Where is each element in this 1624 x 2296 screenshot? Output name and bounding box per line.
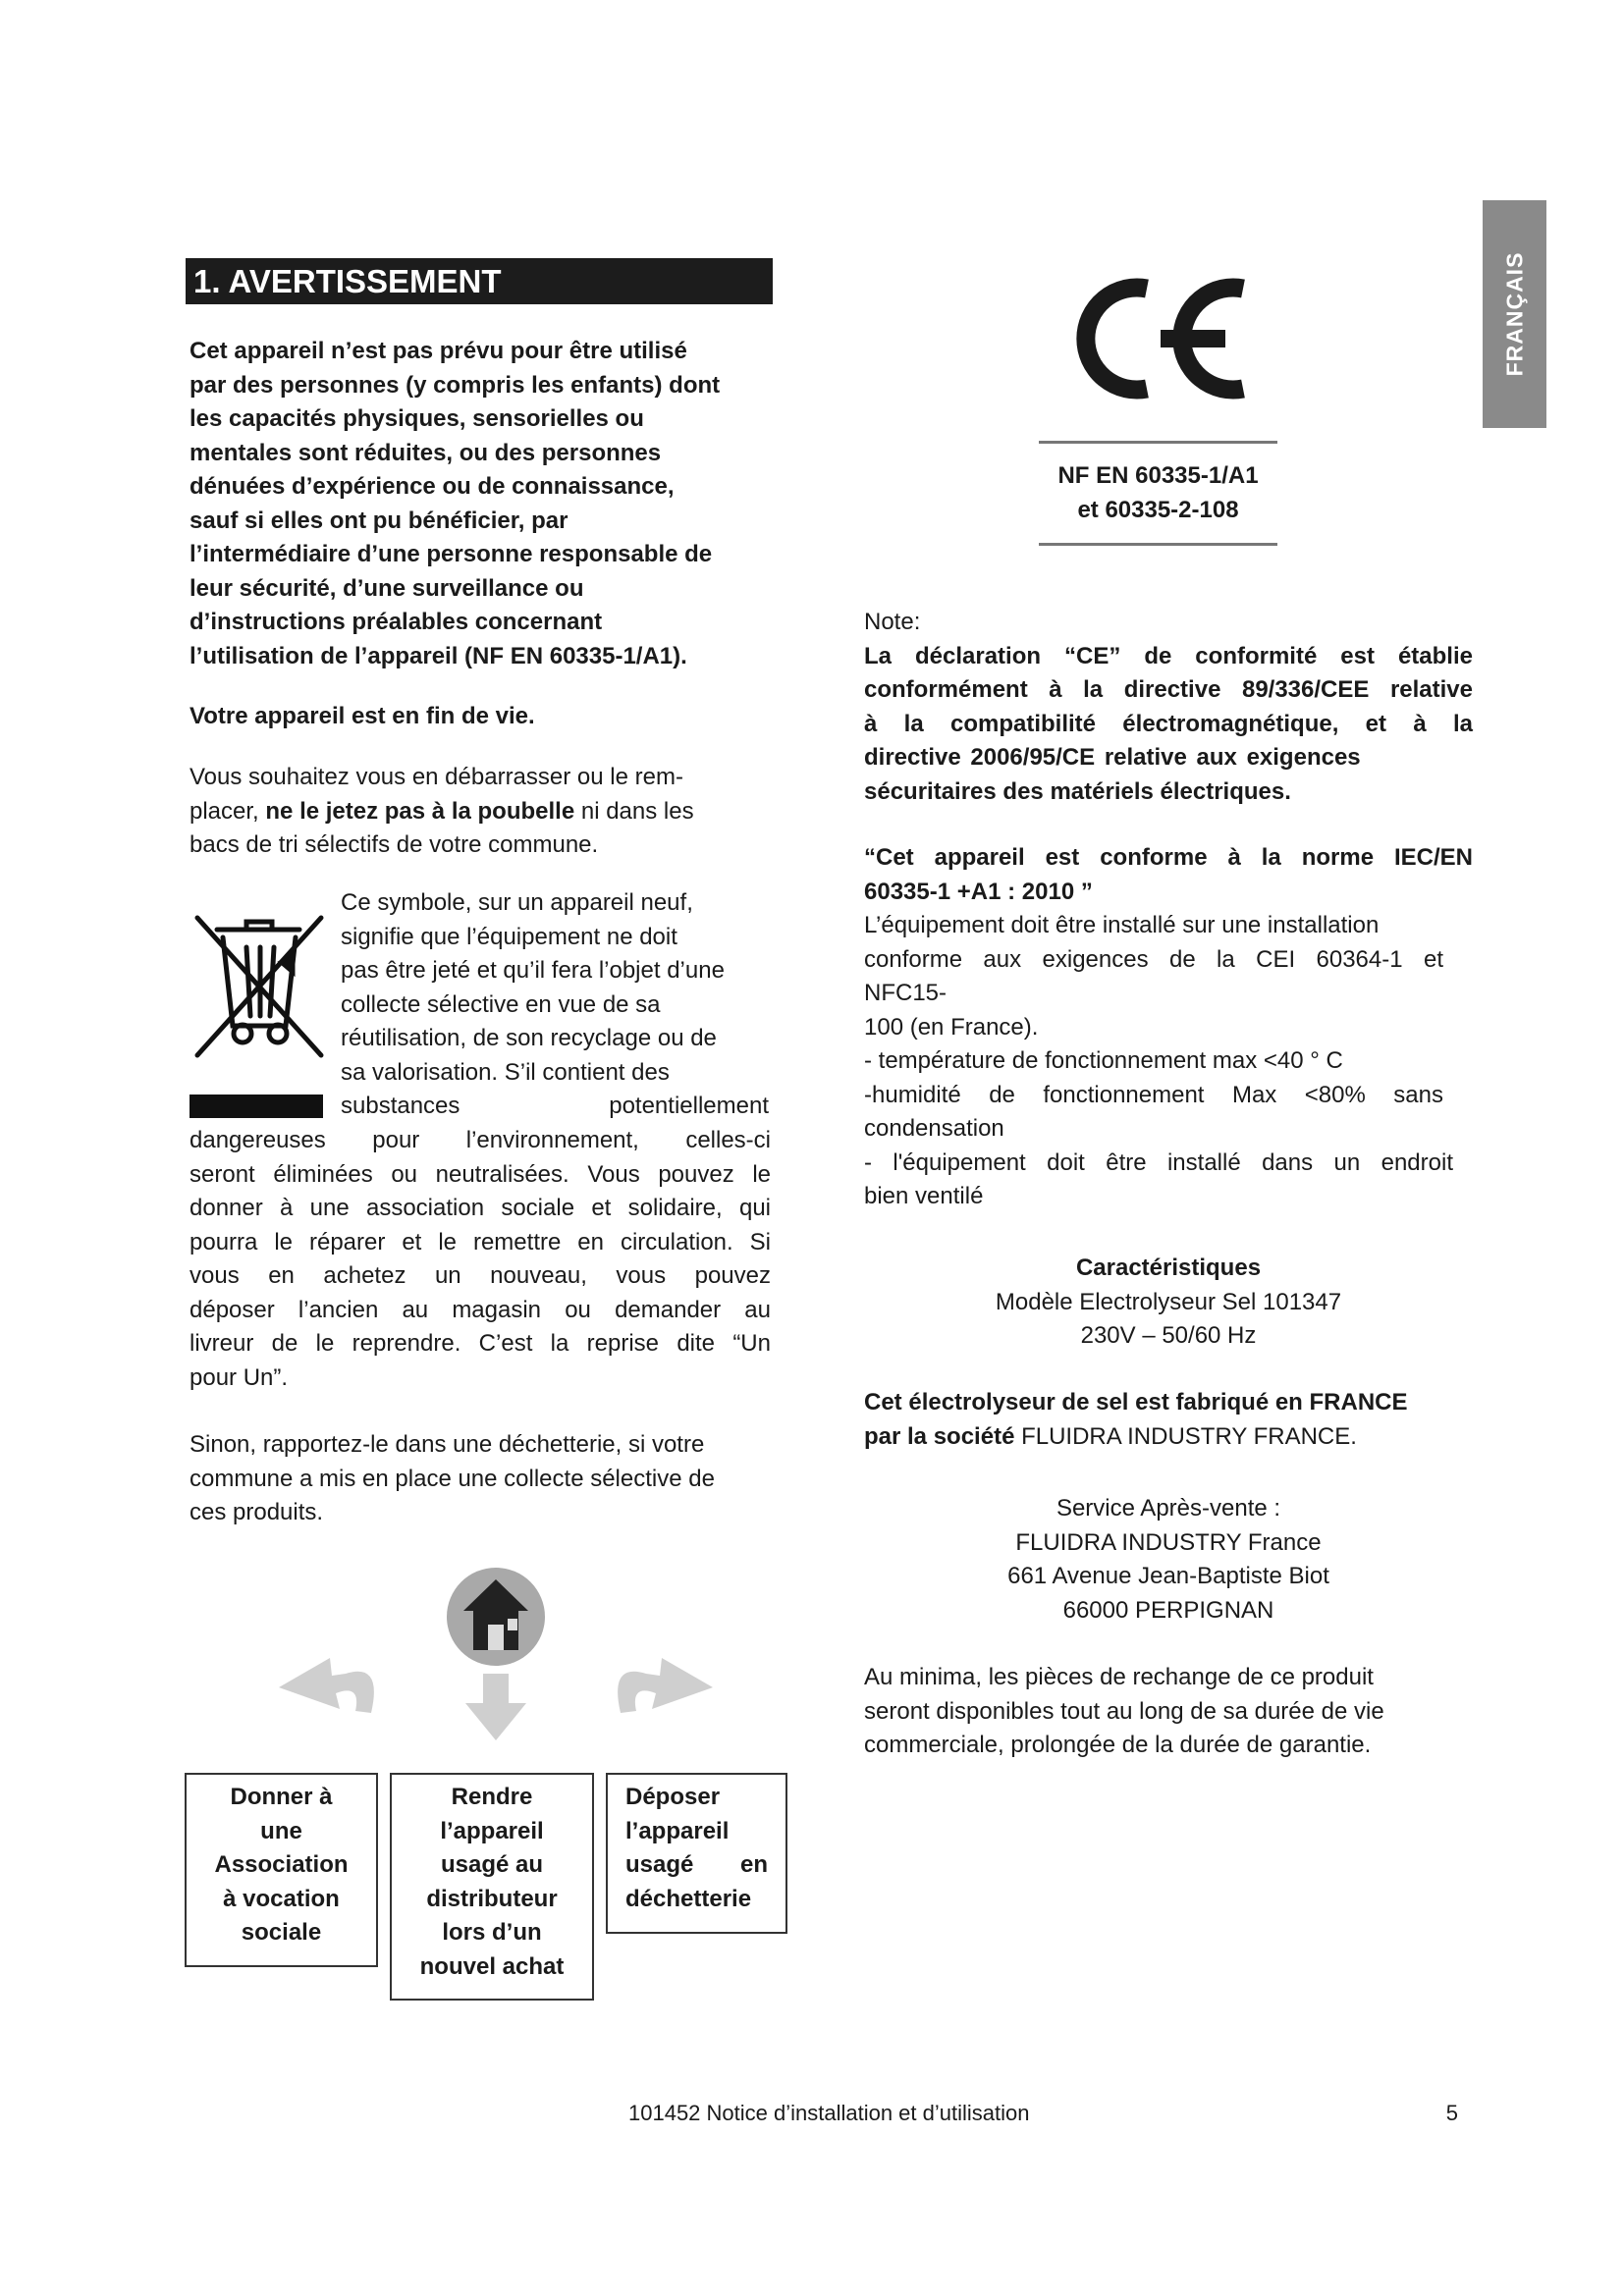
right-arrow-icon <box>618 1658 713 1713</box>
warning-line: les capacités physiques, sensorielles ou <box>189 405 644 432</box>
conformity-line: L’équipement doit être installé sur une installation <box>864 912 1380 938</box>
symbol-line: Ce symbole, sur un appareil neuf, <box>341 889 693 916</box>
option-line: Donner à <box>230 1784 333 1810</box>
service-block <box>864 1492 1473 1628</box>
symbol-line: pas être jeté et qu’il fera l’objet d’une <box>341 957 725 984</box>
note-label: Note: <box>864 609 921 635</box>
option-box-donner <box>185 1773 378 1967</box>
option-line: Association <box>214 1851 349 1878</box>
symbol-cont-line: déposer l’ancien au magasin ou demander au <box>189 1296 771 1323</box>
option-line: l’appareil <box>440 1817 544 1844</box>
conformity-line: bien ventilé <box>864 1183 984 1209</box>
manufacturer-name: FLUIDRA INDUSTRY FRANCE. <box>1014 1422 1357 1450</box>
symbol-cont-line: vous en achetez un nouveau, vous pouvez <box>189 1262 771 1289</box>
dispose-paragraph <box>189 761 771 863</box>
option-line: lors d’un <box>442 1919 542 1946</box>
warning-line: Cet appareil n’est pas prévu pour être utilisé <box>189 338 687 364</box>
dispose-text: ni dans les <box>574 797 694 825</box>
down-arrow-icon <box>465 1674 526 1740</box>
symbol-line: collecte sélective en vue de sa <box>341 990 661 1018</box>
conformity-line: 100 (en France). <box>864 1013 1039 1041</box>
parts-line: Au minima, les pièces de rechange de ce produit <box>864 1664 1374 1690</box>
note-block <box>864 606 1473 809</box>
manufacturer-line: Cet électrolyseur de sel est fabriqué en FRANCE <box>864 1389 1408 1415</box>
option-line: usagé au <box>440 1851 544 1878</box>
warning-line: mentales sont réduites, ou des personnes <box>189 439 662 466</box>
symbol-cont-line: seront éliminées ou neutralisées. Vous pouvez le <box>189 1160 771 1188</box>
conformity-line: - température de fonctionnement max <40 ° C <box>864 1047 1343 1074</box>
note-line: directive 2006/95/CE relative aux exigences <box>864 744 1361 771</box>
footer-title: 101452 Notice d’installation et d’utilisation <box>628 2101 1030 2125</box>
conformity-line: condensation <box>864 1115 1004 1142</box>
note-line: conformément à la directive 89/336/CEE relative <box>864 676 1473 703</box>
note-line: La déclaration “CE” de conformité est établie <box>864 642 1473 669</box>
option-box-rendre <box>390 1773 594 2001</box>
symbol-cont-line: dangereuses pour l’environnement, celles-ci <box>189 1127 771 1153</box>
option-line: Déposer <box>625 1784 721 1810</box>
option-line: distributeur <box>426 1885 558 1912</box>
warning-line: sauf si elles ont pu bénéficier, par <box>189 507 568 534</box>
option-line: Rendre <box>451 1784 533 1810</box>
sinon-line: ces produits. <box>189 1499 324 1525</box>
warning-paragraph <box>189 335 771 673</box>
warning-line: l’intermédiaire d’une personne responsable de <box>189 541 713 567</box>
conformity-heading: 60335-1 +A1 : 2010 ” <box>864 878 1093 905</box>
weee-bin-icon <box>189 908 327 1119</box>
symbol-cont-line: livreur de le reprendre. C’est la reprise dite “Un <box>189 1330 771 1357</box>
conformity-line: -humidité de fonctionnement Max <80% sans <box>864 1081 1443 1108</box>
ce-divider <box>1039 543 1277 546</box>
option-line: à vocation <box>223 1885 340 1912</box>
conformity-block <box>864 841 1473 1214</box>
symbol-cont-line: donner à une association sociale et solidaire, qui <box>189 1195 771 1221</box>
ce-norm-reference <box>1039 459 1277 527</box>
service-line: 66000 PERPIGNAN <box>1062 1596 1274 1624</box>
option-box-deposer <box>606 1773 787 1934</box>
section-heading: 1. AVERTISSEMENT <box>186 258 773 304</box>
sinon-paragraph <box>189 1428 771 1530</box>
ce-mark-icon <box>1051 265 1267 412</box>
dispose-line <box>189 795 771 829</box>
option-line: une <box>260 1817 302 1844</box>
symbol-continuation <box>189 1124 771 1395</box>
specs-heading: Caractéristiques <box>1075 1255 1262 1281</box>
parts-line: seront disponibles tout au long de sa durée de vie <box>864 1697 1384 1725</box>
end-of-life-heading: Votre appareil est en fin de vie. <box>189 703 535 729</box>
warning-line: l’utilisation de l’appareil (NF EN 60335-1/A1). <box>189 642 687 669</box>
symbol-line: sa valorisation. S’il contient des <box>341 1058 670 1086</box>
option-line: sociale <box>241 1919 322 1946</box>
specs-model: Modèle Electrolyseur Sel 101347 <box>995 1288 1342 1315</box>
symbol-line: substances potentiellement <box>341 1093 769 1119</box>
house-icon <box>447 1568 545 1666</box>
note-line: sécuritaires des matériels électriques. <box>864 777 1291 805</box>
page-number: 5 <box>1445 2101 1458 2125</box>
dispose-emphasis: ne le jetez pas à la poubelle <box>265 797 575 825</box>
parts-line: commerciale, prolongée de la durée de garantie. <box>864 1732 1372 1758</box>
left-arrow-icon <box>279 1658 374 1713</box>
conformity-line: - l'équipement doit être installé dans un endroit <box>864 1148 1453 1176</box>
option-line: l’appareil <box>625 1817 730 1844</box>
dispose-line: Vous souhaitez vous en débarrasser ou le rem- <box>189 764 683 790</box>
option-line: nouvel achat <box>419 1952 565 1980</box>
ce-norm-line: NF EN 60335-1/A1 <box>1057 462 1259 489</box>
option-line: usagé en <box>625 1851 768 1878</box>
language-tab-label: FRANÇAIS <box>1501 251 1527 377</box>
symbol-cont-line: pour Un”. <box>189 1363 289 1391</box>
service-line: Service Après-vente : <box>1056 1495 1281 1522</box>
dispose-line: bacs de tri sélectifs de votre commune. <box>189 831 599 858</box>
service-line: 661 Avenue Jean-Baptiste Biot <box>1007 1563 1329 1589</box>
option-line: déchetterie <box>625 1885 752 1912</box>
warning-line: par des personnes (y compris les enfants) dont <box>189 371 721 399</box>
recycling-diagram <box>265 1556 727 1767</box>
warning-line: dénuées d’expérience ou de connaissance, <box>189 473 675 500</box>
specs-power: 230V – 50/60 Hz <box>1080 1322 1257 1349</box>
note-line: à la compatibilité électromagnétique, et à la <box>864 710 1473 737</box>
symbol-cont-line: pourra le réparer et le remettre en circulation. Si <box>189 1228 771 1255</box>
conformity-heading: “Cet appareil est conforme à la norme IEC/EN <box>864 844 1473 871</box>
symbol-line: signifie que l’équipement ne doit <box>341 923 677 950</box>
spare-parts-block <box>864 1661 1473 1763</box>
manufacturer-line <box>864 1420 1473 1455</box>
conformity-line: NFC15- <box>864 980 947 1006</box>
symbol-line: réutilisation, de son recyclage ou de <box>341 1025 717 1051</box>
manufacturer-block <box>864 1386 1473 1454</box>
ce-norm-line: et 60335-2-108 <box>1077 496 1239 523</box>
sinon-line: Sinon, rapportez-le dans une déchetterie, si votre <box>189 1431 705 1458</box>
warning-line: d’instructions préalables concernant <box>189 609 603 635</box>
ce-divider <box>1039 441 1277 444</box>
service-line: FLUIDRA INDUSTRY France <box>1015 1528 1322 1556</box>
language-tab <box>1483 200 1546 428</box>
specs-block <box>864 1252 1473 1354</box>
symbol-paragraph <box>341 886 769 1124</box>
manufacturer-label: par la société <box>864 1422 1015 1450</box>
dispose-text: placer, <box>189 797 266 825</box>
conformity-line: conforme aux exigences de la CEI 60364-1 et <box>864 945 1443 973</box>
warning-line: leur sécurité, d’une surveillance ou <box>189 574 584 602</box>
sinon-line: commune a mis en place une collecte sélective de <box>189 1465 715 1492</box>
